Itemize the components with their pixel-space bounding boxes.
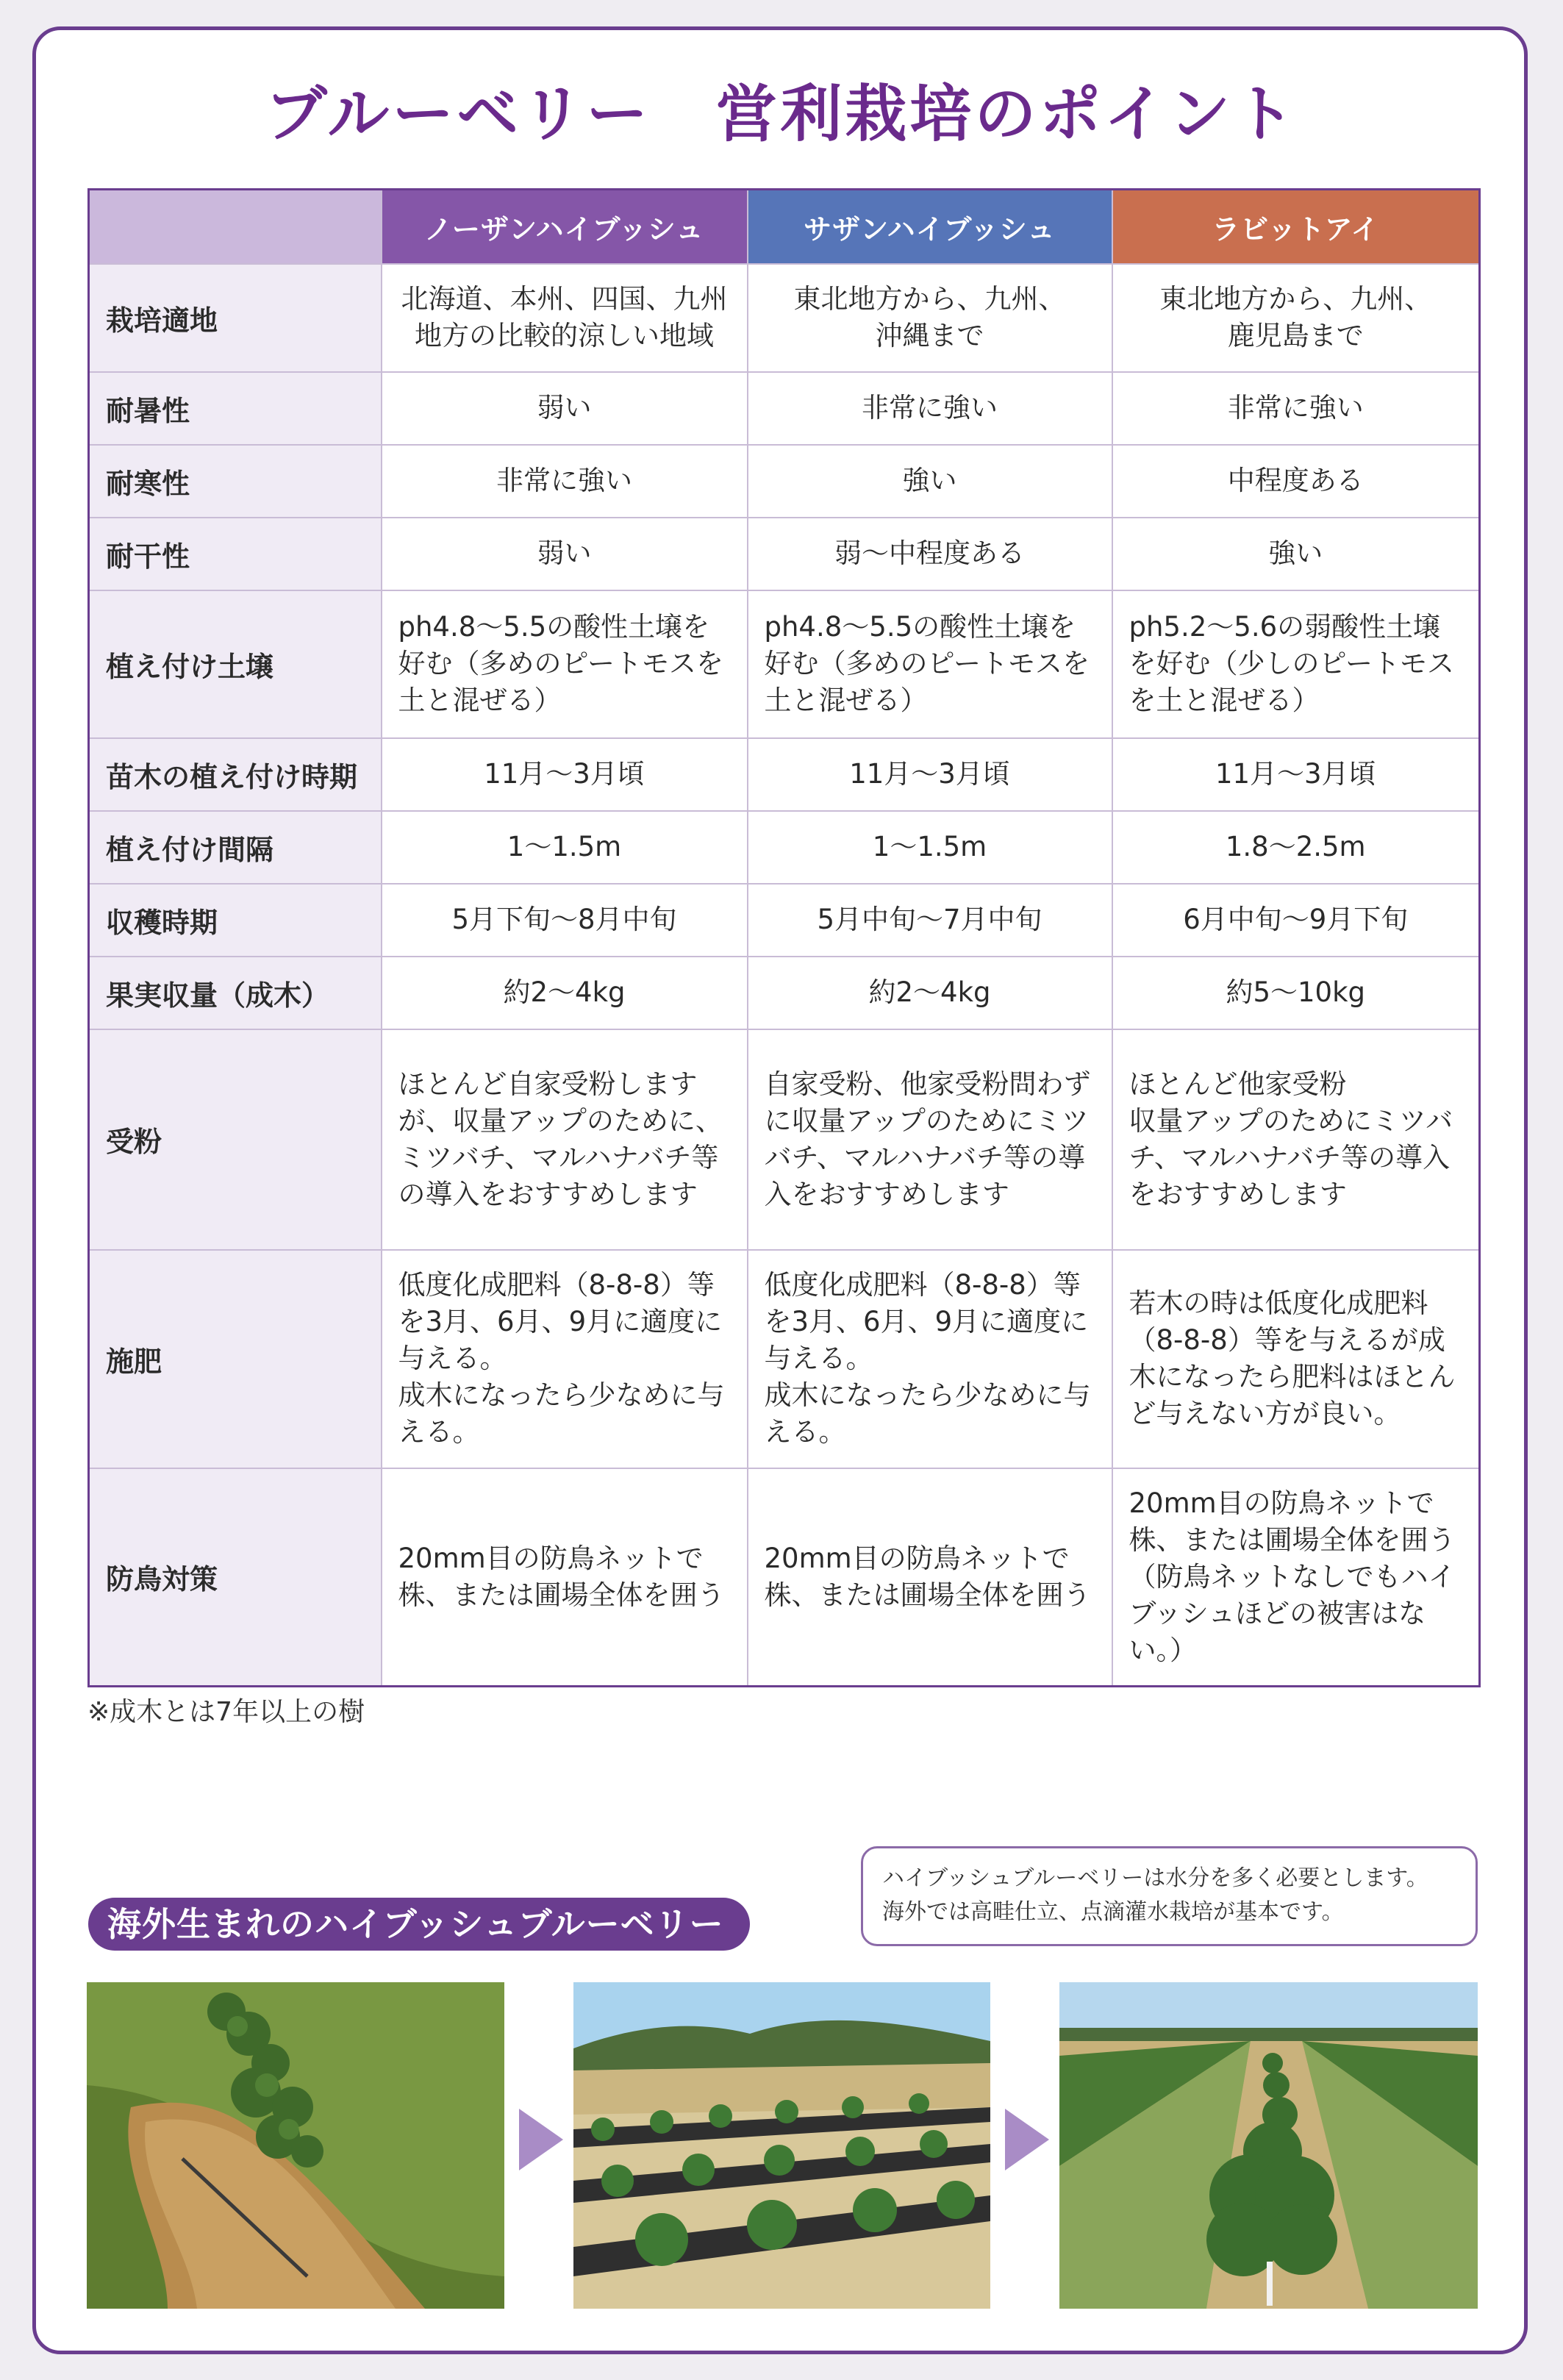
cell-southern: 低度化成肥料（8-8-8）等を3月、6月、9月に適度に与える。 成木になったら少なめに与える。 bbox=[748, 1250, 1112, 1468]
row-label: 受粉 bbox=[89, 1029, 382, 1250]
comparison-table bbox=[87, 188, 1481, 1687]
cell-northern: 約2〜4kg bbox=[382, 957, 748, 1029]
cell-northern: 弱い bbox=[382, 372, 748, 445]
cell-rabbiteye: 非常に強い bbox=[1112, 372, 1480, 445]
callout-line-2: 海外では高畦仕立、点滴灌水栽培が基本です。 bbox=[882, 1899, 1344, 1925]
cell-southern: ph4.8〜5.5の酸性土壌を好む（多めのピートモスを土と混ぜる） bbox=[748, 590, 1112, 738]
cell-rabbiteye: 20mm目の防鳥ネットで株、または圃場全体を囲う（防鳥ネットなしでもハイブッシュほどの被害はない。） bbox=[1112, 1468, 1480, 1687]
arrow-right-icon bbox=[519, 2109, 563, 2170]
cell-rabbiteye: ほとんど他家受粉 収量アップのためにミツバチ、マルハナバチ等の導入をおすすめします bbox=[1112, 1029, 1480, 1250]
table-row-cold-tolerance bbox=[89, 445, 1480, 518]
row-label: 植え付け土壌 bbox=[89, 590, 382, 738]
row-label: 施肥 bbox=[89, 1250, 382, 1468]
cell-southern: 約2〜4kg bbox=[748, 957, 1112, 1029]
row-label: 耐暑性 bbox=[89, 372, 382, 445]
section-label: 海外生まれのハイブッシュブルーベリー bbox=[88, 1898, 750, 1951]
cell-northern: 低度化成肥料（8-8-8）等を3月、6月、9月に適度に与える。 成木になったら少なめに与える。 bbox=[382, 1250, 748, 1468]
row-label: 植え付け間隔 bbox=[89, 811, 382, 884]
cell-northern: 1〜1.5m bbox=[382, 811, 748, 884]
table-row-planting-spacing bbox=[89, 811, 1480, 884]
callout-box bbox=[861, 1846, 1478, 1946]
table-row-pollination bbox=[89, 1029, 1480, 1250]
arrow-right-icon bbox=[1005, 2109, 1049, 2170]
header-blank bbox=[89, 190, 382, 264]
cell-northern: 20mm目の防鳥ネットで株、または圃場全体を囲う bbox=[382, 1468, 748, 1687]
cell-northern: 弱い bbox=[382, 518, 748, 590]
row-label: 耐寒性 bbox=[89, 445, 382, 518]
cell-southern: 11月〜3月頃 bbox=[748, 738, 1112, 811]
photo-raised-beds bbox=[573, 1982, 990, 2309]
table-row-fruit-yield bbox=[89, 957, 1480, 1029]
row-label: 防鳥対策 bbox=[89, 1468, 382, 1687]
table-row-planting-soil bbox=[89, 590, 1480, 738]
table-row-heat-tolerance bbox=[89, 372, 1480, 445]
photo-mulched-young-plant bbox=[87, 1982, 504, 2309]
cell-rabbiteye: 6月中旬〜9月下旬 bbox=[1112, 884, 1480, 957]
header-rabbiteye: ラビットアイ bbox=[1112, 190, 1480, 264]
cell-northern: 5月下旬〜8月中旬 bbox=[382, 884, 748, 957]
row-label: 耐干性 bbox=[89, 518, 382, 590]
callout-line-1: ハイブッシュブルーベリーは水分を多く必要とします。 bbox=[882, 1865, 1428, 1891]
header-southern-highbush: サザンハイブッシュ bbox=[748, 190, 1112, 264]
footnote: ※成木とは7年以上の樹 bbox=[87, 1697, 365, 1727]
cell-northern: 11月〜3月頃 bbox=[382, 738, 748, 811]
cell-southern: 東北地方から、九州、 沖縄まで bbox=[748, 264, 1112, 372]
cell-rabbiteye: 約5〜10kg bbox=[1112, 957, 1480, 1029]
cell-rabbiteye: ph5.2〜5.6の弱酸性土壌を好む（少しのピートモスを土と混ぜる） bbox=[1112, 590, 1480, 738]
cell-rabbiteye: 中程度ある bbox=[1112, 445, 1480, 518]
cell-northern: 非常に強い bbox=[382, 445, 748, 518]
row-label: 苗木の植え付け時期 bbox=[89, 738, 382, 811]
cell-southern: 非常に強い bbox=[748, 372, 1112, 445]
cell-southern: 強い bbox=[748, 445, 1112, 518]
cell-rabbiteye: 1.8〜2.5m bbox=[1112, 811, 1480, 884]
cell-southern: 5月中旬〜7月中旬 bbox=[748, 884, 1112, 957]
row-label: 栽培適地 bbox=[89, 264, 382, 372]
cell-rabbiteye: 若木の時は低度化成肥料（8-8-8）等を与えるが成木になったら肥料はほとんど与えない方が良い。 bbox=[1112, 1250, 1480, 1468]
table-row-climate bbox=[89, 264, 1480, 372]
cell-northern: ほとんど自家受粉しますが、収量アップのために、ミツバチ、マルハナバチ等の導入をおすすめします bbox=[382, 1029, 748, 1250]
cell-southern: 自家受粉、他家受粉問わずに収量アップのためにミツバチ、マルハナバチ等の導入をおすすめします bbox=[748, 1029, 1112, 1250]
table-row-bird-protection bbox=[89, 1468, 1480, 1687]
row-label: 果実収量（成木） bbox=[89, 957, 382, 1029]
cell-southern: 20mm目の防鳥ネットで株、または圃場全体を囲う bbox=[748, 1468, 1112, 1687]
cell-rabbiteye: 東北地方から、九州、 鹿児島まで bbox=[1112, 264, 1480, 372]
photo-bush-rows bbox=[1059, 1982, 1478, 2309]
row-label: 収穫時期 bbox=[89, 884, 382, 957]
cell-northern: 北海道、本州、四国、九州 地方の比較的涼しい地域 bbox=[382, 264, 748, 372]
table-row-drought-tolerance bbox=[89, 518, 1480, 590]
cell-northern: ph4.8〜5.5の酸性土壌を好む（多めのピートモスを土と混ぜる） bbox=[382, 590, 748, 738]
table-row-fertilization bbox=[89, 1250, 1480, 1468]
table-header-row bbox=[89, 190, 1480, 264]
page-title: ブルーベリー 営利栽培のポイント bbox=[265, 78, 1298, 150]
cell-southern: 1〜1.5m bbox=[748, 811, 1112, 884]
table-row-planting-period bbox=[89, 738, 1480, 811]
cell-southern: 弱〜中程度ある bbox=[748, 518, 1112, 590]
cell-rabbiteye: 強い bbox=[1112, 518, 1480, 590]
table-row-harvest-period bbox=[89, 884, 1480, 957]
header-northern-highbush: ノーザンハイブッシュ bbox=[382, 190, 748, 264]
cell-rabbiteye: 11月〜3月頃 bbox=[1112, 738, 1480, 811]
